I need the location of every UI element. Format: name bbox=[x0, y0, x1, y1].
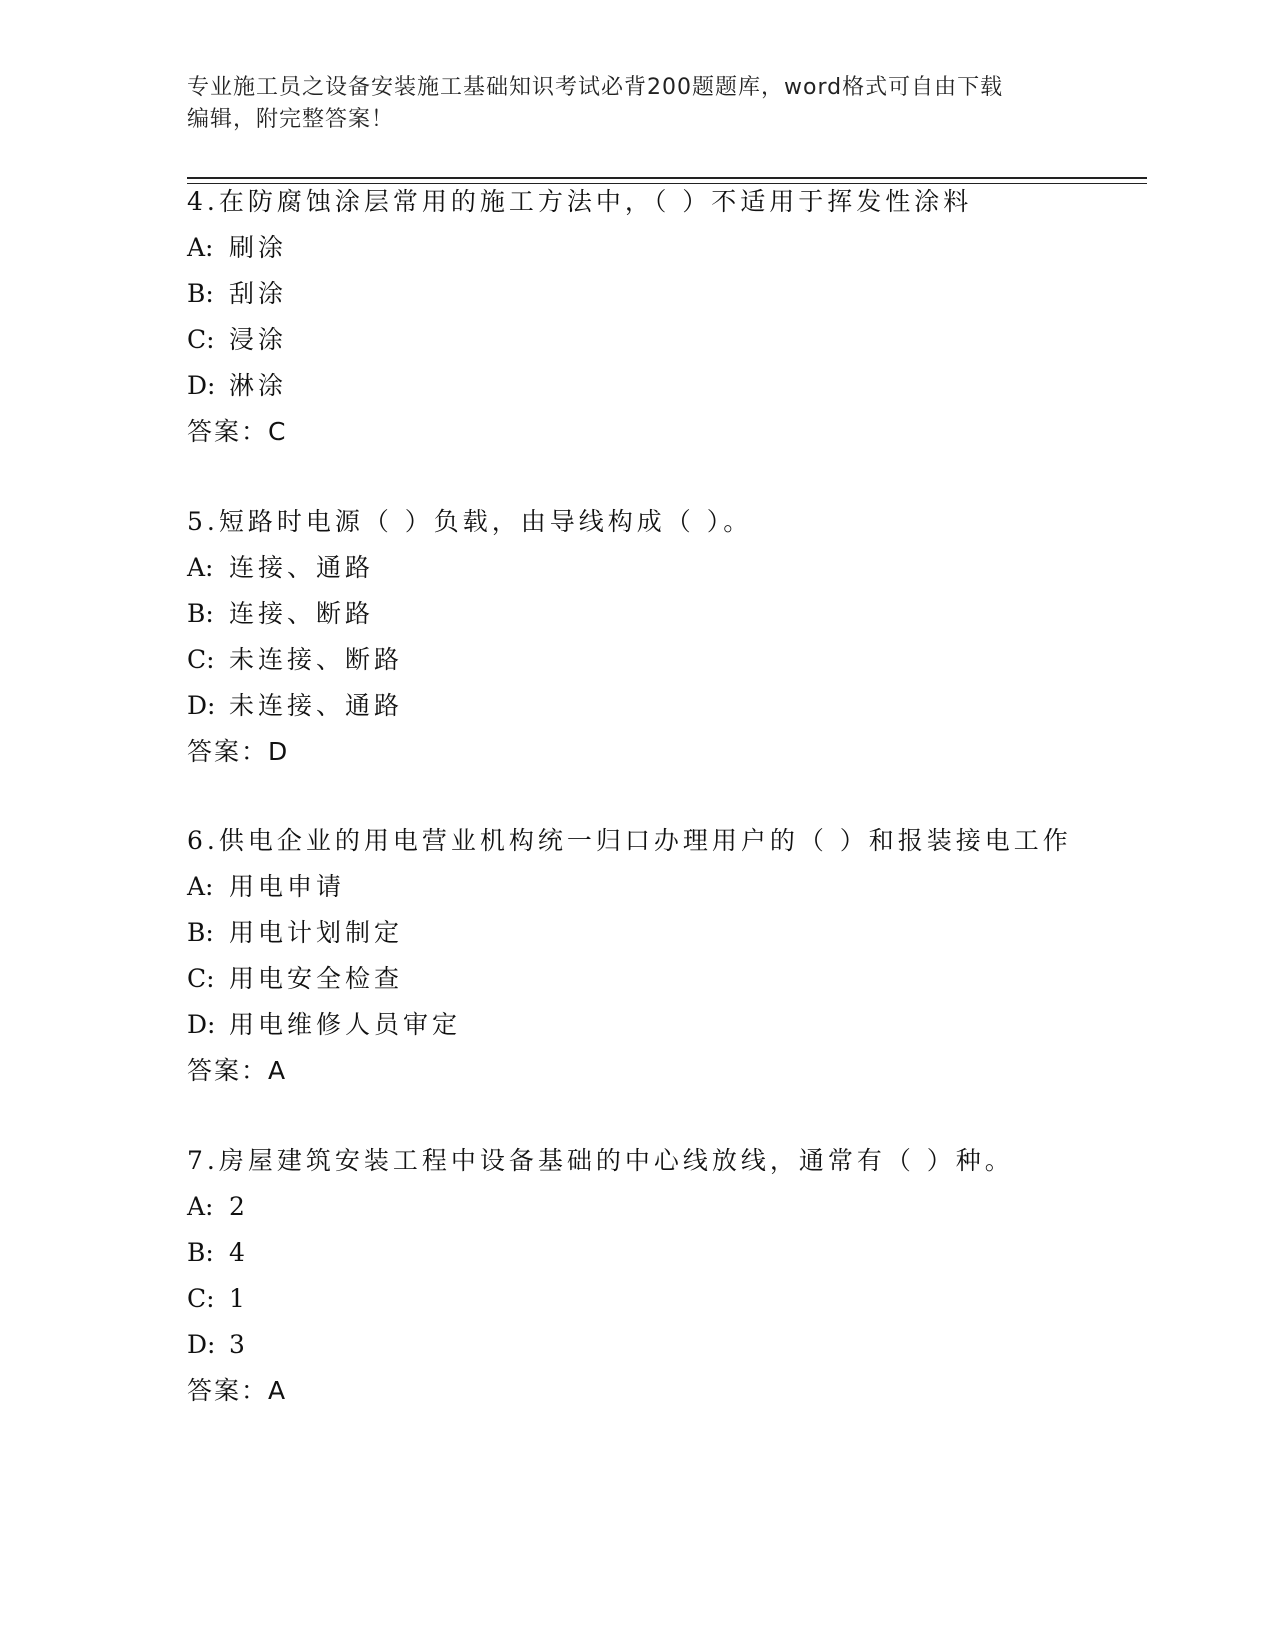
answer-line: 答案：C bbox=[187, 417, 288, 446]
question-text: 7.房屋建筑安装工程中设备基础的中心线放线，通常有（ ）种。 bbox=[187, 1146, 1014, 1175]
option-b bbox=[187, 1230, 1147, 1276]
option-a bbox=[187, 225, 1147, 271]
option-c bbox=[187, 956, 1147, 1002]
option-value: 4 bbox=[229, 1238, 249, 1267]
option-value: 连接、通路 bbox=[229, 553, 375, 582]
option-key: D: bbox=[187, 1010, 216, 1039]
answer-line: 答案：A bbox=[187, 1376, 288, 1405]
option-key: A: bbox=[187, 553, 214, 582]
option-value: 用电维修人员审定 bbox=[229, 1010, 462, 1039]
option-value: 浸涂 bbox=[229, 325, 288, 354]
option-value: 2 bbox=[229, 1192, 249, 1221]
option-key: A: bbox=[187, 1192, 214, 1221]
question-text: 6.供电企业的用电营业机构统一归口办理用户的（ ）和报装接电工作 bbox=[187, 826, 1072, 855]
answer-line: 答案：D bbox=[187, 737, 290, 766]
option-value: 连接、断路 bbox=[229, 599, 375, 628]
question-block-4 bbox=[187, 179, 1147, 455]
option-a bbox=[187, 864, 1147, 910]
option-key: C: bbox=[187, 964, 215, 993]
answer-line: 答案：A bbox=[187, 1056, 288, 1085]
question-block-6 bbox=[187, 818, 1147, 1094]
option-value: 刮涂 bbox=[229, 279, 288, 308]
header-title-line-2: 编辑，附完整答案！ bbox=[187, 107, 395, 132]
option-b bbox=[187, 910, 1147, 956]
question-block-7 bbox=[187, 1138, 1147, 1414]
option-key: B: bbox=[187, 599, 214, 628]
option-c bbox=[187, 1276, 1147, 1322]
option-value: 未连接、通路 bbox=[229, 691, 404, 720]
option-d bbox=[187, 1002, 1147, 1048]
option-d bbox=[187, 1322, 1147, 1368]
option-key: A: bbox=[187, 872, 214, 901]
option-key: B: bbox=[187, 279, 214, 308]
option-key: C: bbox=[187, 325, 215, 354]
option-key: B: bbox=[187, 1238, 214, 1267]
option-key: C: bbox=[187, 1284, 215, 1313]
header-title-line-1: 专业施工员之设备安装施工基础知识考试必背200题题库，word格式可自由下载 bbox=[187, 75, 1004, 100]
option-c bbox=[187, 637, 1147, 683]
option-a bbox=[187, 1184, 1147, 1230]
option-key: D: bbox=[187, 1330, 216, 1359]
option-a bbox=[187, 545, 1147, 591]
option-b bbox=[187, 271, 1147, 317]
question-text: 5.短路时电源（ ）负载，由导线构成（ ）。 bbox=[187, 507, 753, 536]
option-value: 用电计划制定 bbox=[229, 918, 404, 947]
option-key: B: bbox=[187, 918, 214, 947]
option-value: 刷涂 bbox=[229, 233, 288, 262]
question-text: 4.在防腐蚀涂层常用的施工方法中，（ ）不适用于挥发性涂料 bbox=[187, 187, 973, 216]
option-key: D: bbox=[187, 371, 216, 400]
option-key: D: bbox=[187, 691, 216, 720]
option-value: 3 bbox=[229, 1330, 249, 1359]
option-value: 淋涂 bbox=[229, 371, 288, 400]
document-header bbox=[187, 72, 1067, 136]
option-d bbox=[187, 683, 1147, 729]
option-key: A: bbox=[187, 233, 214, 262]
question-block-5 bbox=[187, 499, 1147, 775]
option-value: 1 bbox=[229, 1284, 249, 1313]
option-d bbox=[187, 363, 1147, 409]
option-value: 未连接、断路 bbox=[229, 645, 404, 674]
option-b bbox=[187, 591, 1147, 637]
option-value: 用电申请 bbox=[229, 872, 346, 901]
option-key: C: bbox=[187, 645, 215, 674]
option-value: 用电安全检查 bbox=[229, 964, 404, 993]
option-c bbox=[187, 317, 1147, 363]
